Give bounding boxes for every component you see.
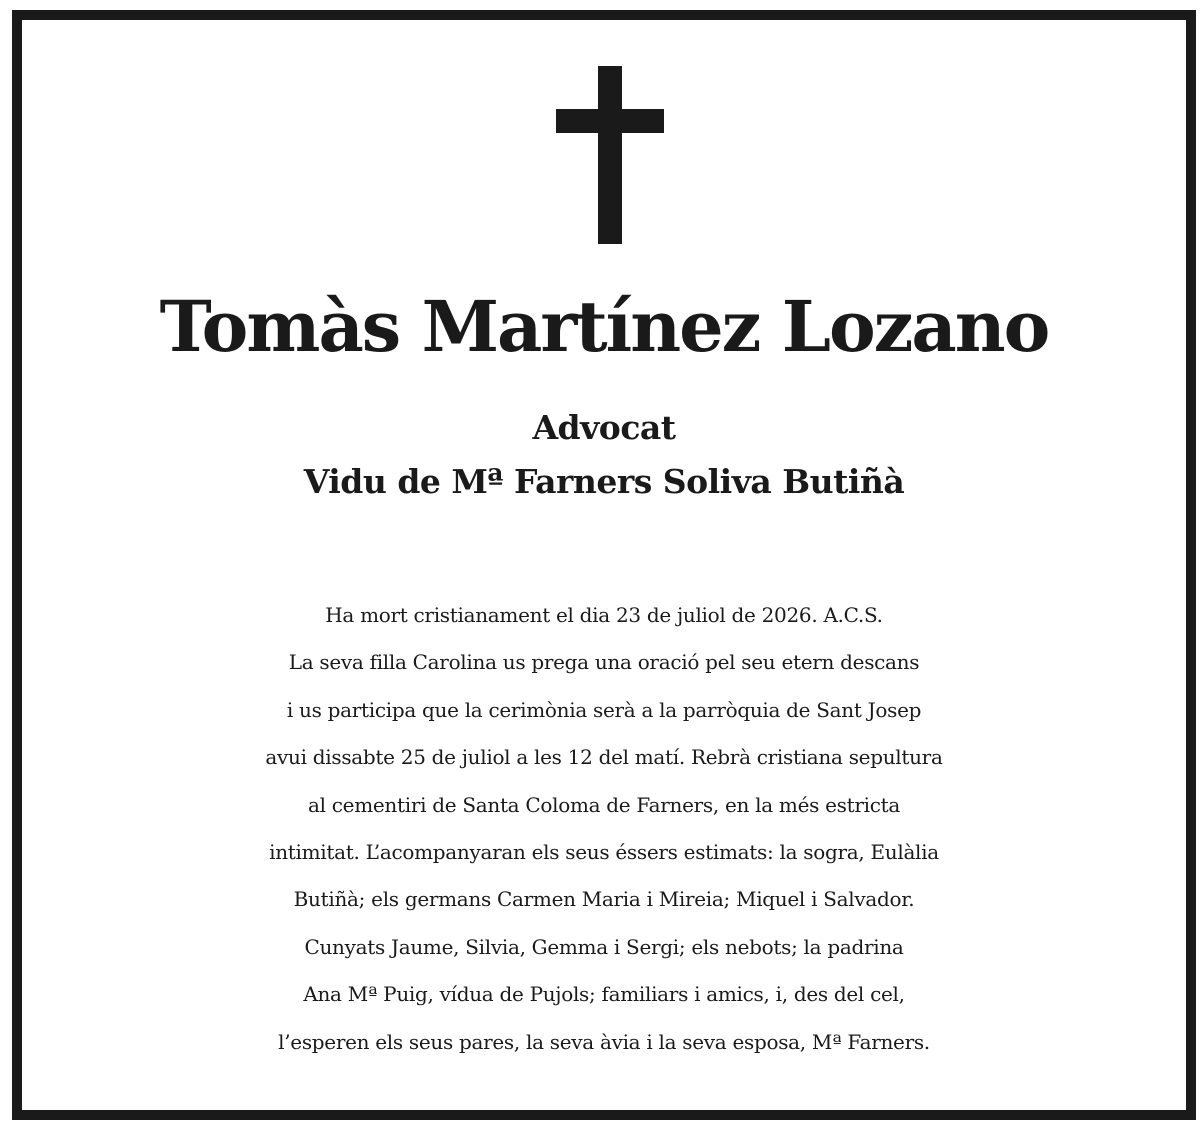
- obituary-frame: [12, 10, 1196, 1120]
- body-line: intimitat. L’acompanyaran els seus éssers estimats: la sogra, Eulàlia: [269, 840, 939, 865]
- body-line: al cementiri de Santa Coloma de Farners, en la més estricta: [308, 792, 900, 817]
- body-line: Butiñà; els germans Carmen Maria i Mireia; Miquel i Salvador.: [293, 887, 915, 912]
- body-line: i us participa que la cerimònia serà a la parròquia de Sant Josep: [286, 697, 922, 722]
- deceased-name: Tomàs Martínez Lozano: [159, 285, 1049, 368]
- body-line: l’esperen els seus pares, la seva àvia i la seva esposa, Mª Farners.: [278, 1029, 930, 1054]
- widow-of: Vidu de Mª Farners Soliva Butiñà: [303, 462, 905, 501]
- body-line: La seva filla Carolina us prega una oració pel seu etern descans: [288, 650, 920, 675]
- body-line: Ana Mª Puig, vídua de Pujols; familiars i amics, i, des del cel,: [303, 982, 905, 1007]
- body-line: Ha mort cristianament el dia 23 de juliol de 2026. A.C.S.: [325, 603, 883, 627]
- cross-icon: [556, 66, 664, 244]
- profession: Advocat: [532, 408, 676, 447]
- body-line: Cunyats Jaume, Silvia, Gemma i Sergi; els nebots; la padrina: [304, 934, 904, 959]
- body-line: avui dissabte 25 de juliol a les 12 del matí. Rebrà cristiana sepultura: [265, 745, 943, 770]
- notice-body: [22, 592, 1186, 1066]
